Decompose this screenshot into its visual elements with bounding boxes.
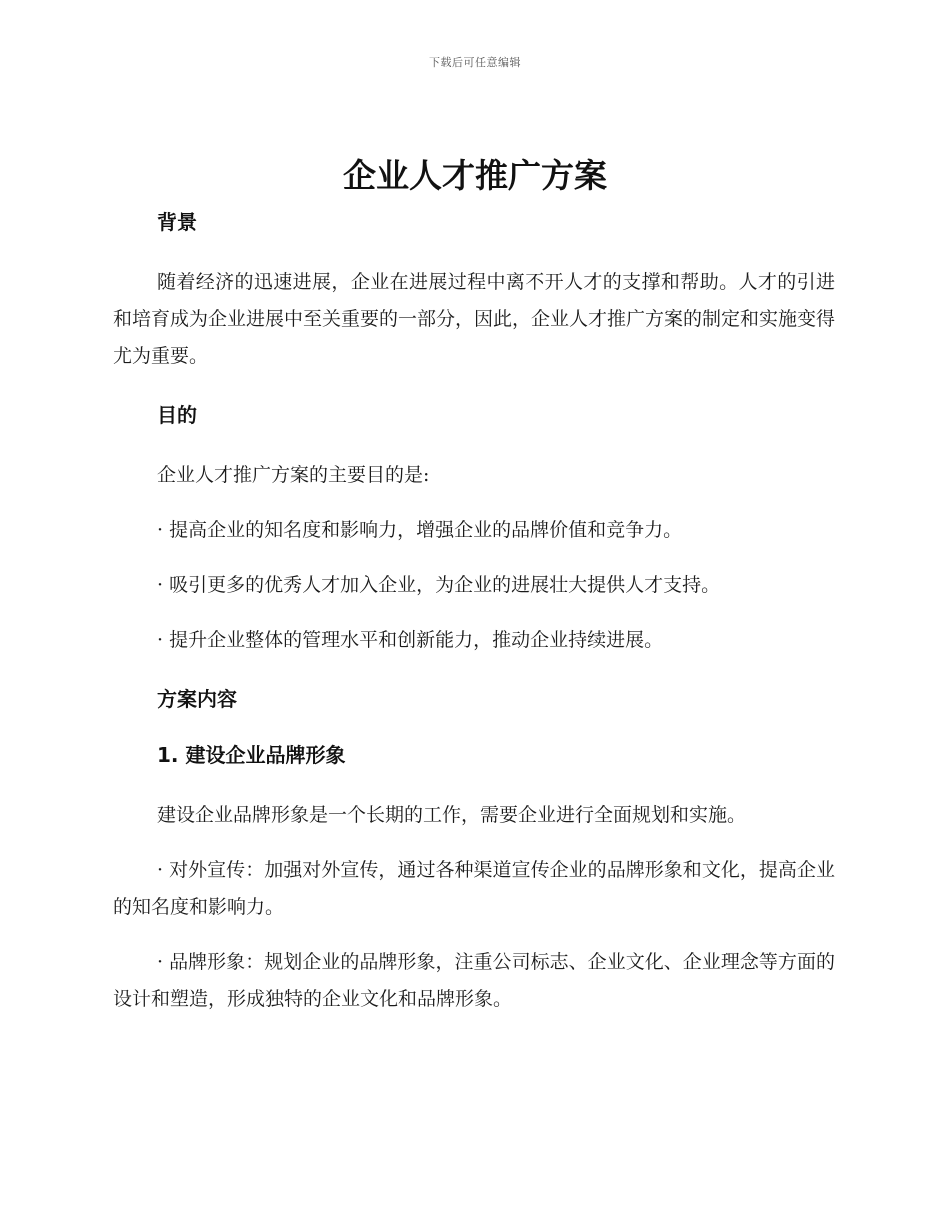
purpose-bullet-3: · 提升企业整体的管理水平和创新能力，推动企业持续进展。 bbox=[157, 629, 664, 651]
background-paragraph: 随着经济的迅速进展，企业在进展过程中离不开人才的支撑和帮助。人才的引进和培育成为企业进展中至关重要的一部分，因此，企业人才推广方案的制定和实施变得尤为重要。 bbox=[113, 271, 836, 367]
subheading-brand-image: 1. 建设企业品牌形象 bbox=[157, 743, 346, 767]
purpose-bullet-2: · 吸引更多的优秀人才加入企业，为企业的进展壮大提供人才支持。 bbox=[157, 574, 721, 596]
document-body bbox=[113, 208, 835, 1018]
section-heading-background: 背景 bbox=[157, 210, 197, 234]
purpose-intro: 企业人才推广方案的主要目的是: bbox=[157, 464, 430, 486]
header-note: 下载后可任意编辑 bbox=[429, 56, 521, 69]
brand-bullet-2: · 品牌形象：规划企业的品牌形象，注重公司标志、企业文化、企业理念等方面的设计和塑造，形成独特的企业文化和品牌形象。 bbox=[113, 951, 835, 1010]
section-heading-purpose: 目的 bbox=[157, 403, 197, 427]
brand-bullet-1: · 对外宣传：加强对外宣传，通过各种渠道宣传企业的品牌形象和文化，提高企业的知名度和影响力。 bbox=[113, 859, 835, 918]
section-heading-plan-content: 方案内容 bbox=[157, 687, 237, 711]
document-title: 企业人才推广方案 bbox=[343, 156, 607, 195]
brand-intro: 建设企业品牌形象是一个长期的工作，需要企业进行全面规划和实施。 bbox=[157, 804, 747, 826]
purpose-bullet-1: · 提高企业的知名度和影响力，增强企业的品牌价值和竞争力。 bbox=[157, 519, 683, 541]
